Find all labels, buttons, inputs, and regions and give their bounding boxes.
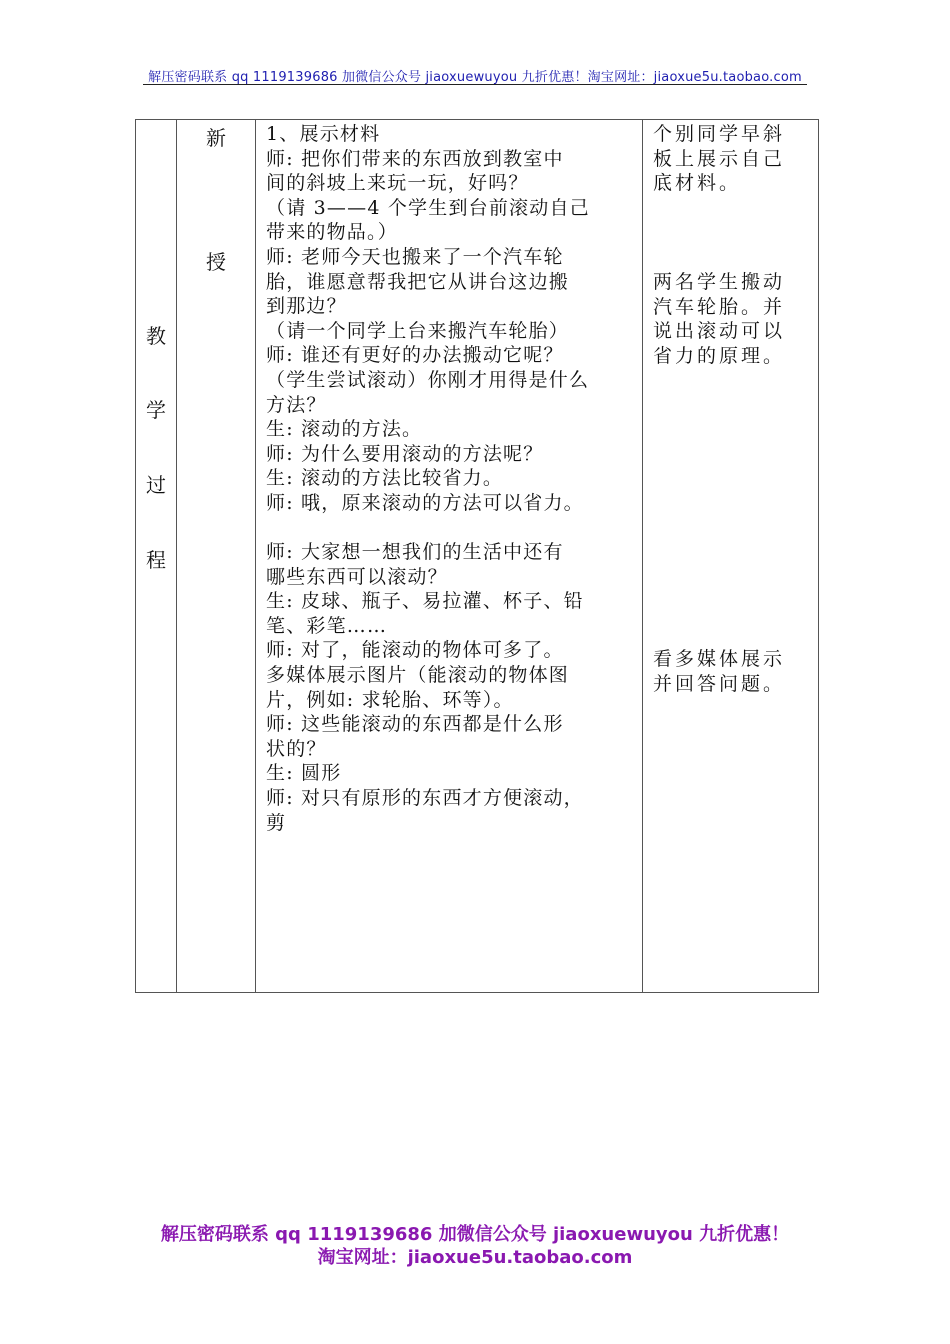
content-line: 师: 把你们带来的东西放到教室中 — [266, 147, 564, 170]
content-line: 生: 圆形 — [266, 762, 342, 785]
lesson-plan-table — [135, 119, 819, 993]
activity-line: 说出滚动可以 — [653, 320, 786, 343]
activity-block — [653, 647, 812, 696]
teaching-content — [256, 120, 642, 835]
activity-line: 底材料。 — [653, 172, 742, 195]
stage-label — [177, 120, 255, 992]
activity-line: 并回答问题。 — [653, 672, 786, 695]
content-line: （学生尝试滚动）你刚才用得是什么 — [266, 368, 590, 391]
activity-block — [653, 122, 812, 196]
section-cell — [136, 120, 177, 993]
content-line: 哪些东西可以滚动？ — [266, 565, 448, 588]
activity-line: 个别同学早斜 — [653, 123, 786, 145]
section-char: 程 — [146, 548, 166, 572]
activity-line: 省力的原理。 — [653, 344, 786, 367]
content-line: 片，例如: 求轮胎、环等）。 — [266, 688, 514, 711]
content-line: 带来的物品。） — [266, 221, 398, 244]
content-line: 多媒体展示图片（能滚动的物体图 — [266, 664, 570, 687]
footer-line-2: 淘宝网址：jiaoxue5u.taobao.com — [317, 1247, 633, 1268]
stage-char: 新 — [206, 126, 226, 150]
content-line: 师: 对只有原形的东西才方便滚动， — [266, 787, 584, 810]
content-line: 胎，谁愿意帮我把它从讲台这边搬 — [266, 270, 570, 293]
content-line: 师: 谁还有更好的办法搬动它呢？ — [266, 344, 564, 367]
student-activity — [643, 120, 818, 992]
content-line: 生: 滚动的方法比较省力。 — [266, 467, 504, 490]
activity-block — [653, 270, 812, 368]
content-line: 剪 — [266, 811, 287, 834]
content-line: 生: 滚动的方法。 — [266, 418, 423, 441]
stage-char: 授 — [206, 250, 226, 274]
content-line: 到那边？ — [266, 295, 347, 318]
table-row — [136, 120, 819, 993]
content-line: 师: 这些能滚动的东西都是什么形 — [266, 713, 564, 736]
content-line: 师: 对了，能滚动的物体可多了。 — [266, 639, 564, 662]
content-line: 1、展示材料 — [266, 123, 381, 145]
footer-line-1: 解压密码联系 qq 1119139686 加微信公众号 jiaoxuewuyou 九折优惠！ — [160, 1224, 790, 1245]
section-label — [136, 120, 176, 992]
header-divider — [143, 84, 807, 85]
activity-line: 板上展示自己 — [653, 147, 786, 170]
blank-line — [266, 516, 634, 541]
content-line: 状的？ — [266, 737, 327, 760]
content-line: （请 3——4 个学生到台前滚动自己 — [266, 196, 590, 219]
content-line: 师: 哦，原来滚动的方法可以省力。 — [266, 491, 584, 514]
content-cell — [256, 120, 643, 993]
section-char: 教 — [146, 324, 166, 348]
content-line: 笔、彩笔…… — [266, 614, 388, 637]
stage-cell — [177, 120, 256, 993]
activity-line: 两名学生搬动 — [653, 271, 786, 293]
activity-line: 看多媒体展示 — [653, 648, 786, 670]
page-header: 解压密码联系 qq 1119139686 加微信公众号 jiaoxuewuyou 九折优惠！淘宝网址：jiaoxue5u.taobao.com — [148, 70, 802, 85]
content-line: 师: 大家想一想我们的生活中还有 — [266, 541, 564, 564]
content-line: 师: 老师今天也搬来了一个汽车轮 — [266, 245, 564, 268]
content-line: 间的斜坡上来玩一玩，好吗？ — [266, 172, 529, 195]
section-char: 学 — [146, 398, 166, 422]
activity-cell — [643, 120, 819, 993]
content-line: 师: 为什么要用滚动的方法呢？ — [266, 442, 544, 465]
content-line: 方法？ — [266, 393, 327, 416]
content-line: 生: 皮球、瓶子、易拉灌、杯子、铅 — [266, 590, 584, 613]
activity-line: 汽车轮胎。并 — [653, 295, 786, 318]
section-char: 过 — [146, 473, 166, 497]
content-line: （请一个同学上台来搬汽车轮胎） — [266, 319, 570, 342]
